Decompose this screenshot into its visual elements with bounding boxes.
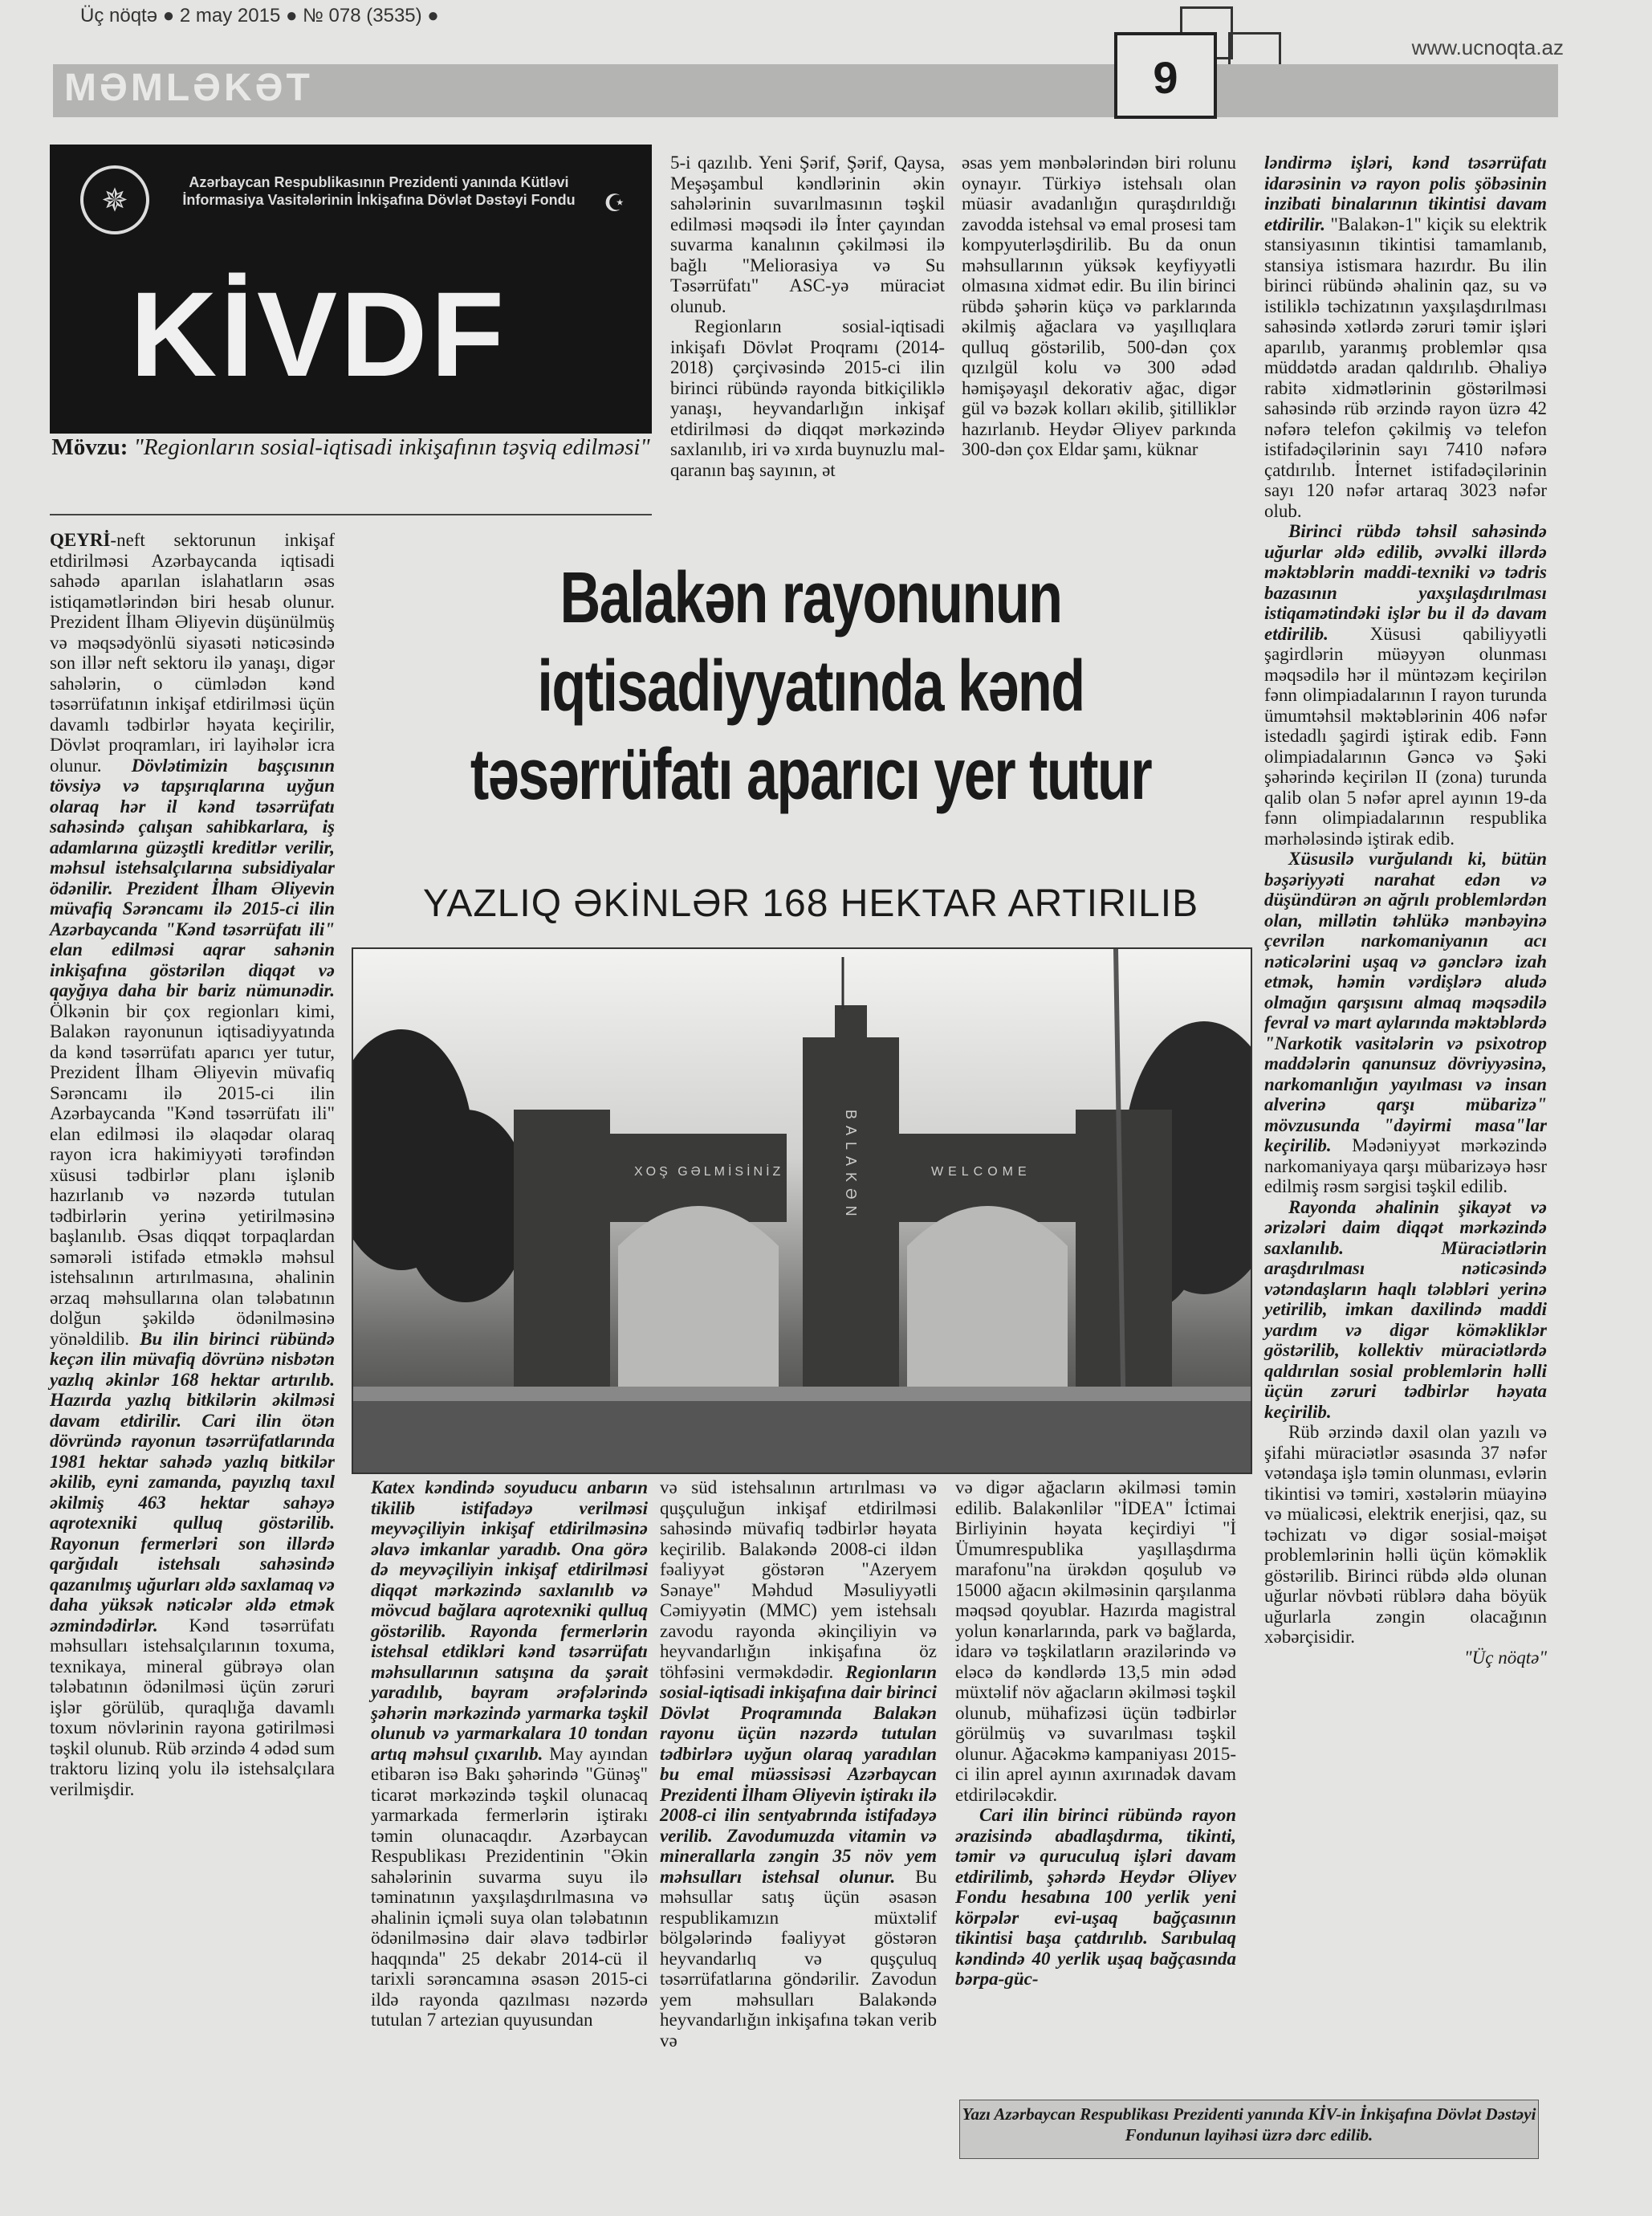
paragraph: və süd istehsalının artırılması və quşçuluğun inkişaf etdirilməsi sahəsində müvafiq tədbirlər həyata keçirilib. Balakəndə 2008-ci ildən fəaliyyət göstərən "Azeryem Sənaye" Məhdud Məsuliyyətli Cəmiyyətin (MMC) yem istehsalı zavodu rayonda əkinçiliyin və heyvandarlığın inkişafına öz töhfəsini verməkdədir. bbox=[660, 1477, 937, 1682]
column-1 bbox=[50, 530, 335, 1799]
paragraph: Ölkənin bir çox regionları kimi, Balakən rayonunun iqtisadiyyatında da kənd təsərrüfatı aparıcı yer tutur, Prezident İlham Əliyevin müvafiq Sərəncamı ilə 2015-ci ilin Azərbaycanda "Kənd təsərrüfatı ili" elan edilməsi ilə əlaqədar olaraq rayon icra hakimiyyəti tərəfindən xüsusi tədbirlər planı işlənib hazırlanıb və nəzərdə tutulan tədbirlərin yerinə yetirilməsinə başlanılıb. Əsas diqqət torpaqlardan səmərəli istifadə etməklə məhsul istehsalının artırılmasına, əhalinin ərzaq məhsullarına olan tələbatının dolğun şəkildə ödənilməsinə yönəldilib. bbox=[50, 1000, 335, 1349]
paragraph: Bu məhsullar satış üçün əsasən respublikamızın müxtəlif bölgələrində fəaliyyət göstərən heyvandarlıq və quşçuluq təsərrüfatlarına göndərilir. Zavodun yem məhsulları Balakəndə heyvandarlığın inkişafına təkan verib və bbox=[660, 1866, 937, 2051]
paragraph: Xüsusi qabiliyyətli şagirdlərin müəyyən olunması məqsədilə hər il müntəzəm keçirilən fənn olimpiadalarının I rayon turunda ümumtəhsil məktəblərinin 406 nəfər istedadlı şagirdi iştirak edib. Fənn olimpiadalarının Gəncə və Şəki şəhərində keçirilən II (zona) turunda qalib olan 5 nəfər aprel ayının 19-da fənn olimpiadalarının respublika mərhələsində iştirak edib. bbox=[1264, 623, 1547, 849]
paragraph: Katex kəndində soyuducu anbarın tikilib istifadəyə verilməsi meyvəçiliyin inkişaf etdirilməsinə əlavə imkanlar yaradıb. Ona görə də meyvəçiliyin inkişaf etdirilməsi diqqət mərkəzində saxlanılıb və mövcud bağlara aqrotexniki qulluq göstərilib. Rayonda fermerlərin istehsal etdikləri kənd təsərrüfatı məhsullarının satışına da şərait yaradılıb, bayram ərəfələrində şəhərin mərkəzində yarmarka təşkil olunub və yarmarkalara 10 tondan artıq məhsul çıxarılıb. bbox=[371, 1477, 648, 1764]
page-number: 9 bbox=[1153, 52, 1178, 103]
topic-label: Mövzu: bbox=[51, 434, 128, 460]
paragraph: Bu ilin birinci rübündə keçən ilin müvafiq dövrünə nisbətən yazlıq əkinlər 168 hektar artırılıb. Hazırda yazlıq bitkilərin əkilməsi davam etdirilir. Cari ilin ötən dövründə rayonun təsərrüfatlarında 1981 hektar sahədə yazlıq bitkilər əkilib, eyni zamanda, payızlıq taxıl əkilmiş 463 hektar sahəyə aqrotexniki qulluq göstərilib. Rayonun fermerləri son illərdə qarğıdalı istehsalı sahəsində qazanılmış uğurları əldə saxlamaq və daha yüksək nəticələr əldə etmək əzmindədirlər. bbox=[50, 1328, 336, 1636]
paragraph: -neft sektorunun inkişaf etdirilməsi Azərbaycanda iqtisadi sahədə aparılan islahatların əsas istiqamətlərindən biri hesab olunur. Prezident İlham Əliyevin düşünülmüş və məqsədyönlü siyasəti nəticəsində son illər neft sektoru ilə yanaşı, digər sahələrin, o cümlədən kənd təsərrüfatının inkişaf etdirilməsi üçün davamlı tədbirlər həyata keçirilir, Dövlət proqramları, iri layihələr icra olunur. bbox=[50, 530, 335, 776]
section-name: MƏMLƏKƏT bbox=[64, 67, 313, 109]
column-b1 bbox=[371, 1477, 648, 2031]
paragraph: Regionların sosial-iqtisadi inkişafı Dövlət Proqramı (2014-2018) çərçivəsində 2015-ci ilin birinci rübündə rayonda bitkiçiliklə yanaşı, heyvandarlığın inkişaf etdirilməsi də diqqət mərkəzində saxlanılıb, iri və xırda buynuzlu mal-qaranın baş sayının, ət bbox=[670, 316, 945, 480]
paragraph: Mədəniyyət mərkəzində narkomaniyaya qarşı mübarizəyə həsr edilmiş rəsm sərgisi təşkil edilib. bbox=[1264, 1135, 1547, 1196]
tower-sign: BALAKƏN bbox=[843, 1110, 859, 1223]
kivdf-banner bbox=[50, 145, 652, 434]
gate-sign-right: WELCOME bbox=[931, 1165, 1031, 1179]
masthead: Üç nöqtə ● 2 may 2015 ● № 078 (3535) ● bbox=[80, 5, 439, 26]
paragraph: 5-i qazılıb. Yeni Şərif, Şərif, Qaysa, Meşəşambul kəndlərinin əkin sahələrinin suvarılmasının təşkil edilməsi məqsədi ilə İnter çayından suvarma kanalının çəkilməsi ilə bağlı "Meliorasiya və Su Təsərrüfatı" ASC-yə müraciət olunub. bbox=[670, 153, 945, 316]
paragraph: Rayonda əhalinin şikayət və ərizələri daim diqqət mərkəzində saxlanılıb. Müraciətlərin araşdırılması nəticəsində vətəndaşların haqlı tələbləri yerinə yetirilib, imkan daxilində maddi yardım və digər köməkliklər göstərilib, kollektiv müraciətlərdə qaldırılan sosial problemlərin həlli üçün zəruri tədbirlər həyata keçirilib. bbox=[1264, 1196, 1547, 1422]
column-3 bbox=[962, 153, 1236, 460]
page-number-box bbox=[1114, 32, 1217, 119]
subheadline: YAZLIQ ƏKİNLƏR 168 HEKTAR ARTIRILIB bbox=[422, 882, 1199, 925]
paragraph: və digər ağacların əkilməsi təmin edilib. Balakənlilər "İDEA" İctimai Birliyinin həyata keçirdiyi "İ Ümumrespublika yaşıllaşdırma marafonu"na ürəkdən qoşulub və 15000 ağacın əkilməsinin qarşılanma məqsəd qoyublar. Hazırda magistral yolun kənarlarında, park və bağlarda, idarə və təşkilatların ərazilərində və eləcə də kəndlərdə 13,5 min ədəd müxtəlif növ ağacların əkilməsi təşkil olunub, mühafizəsi üçün tədbirlər görülmüş və suvarılması təşkil olunur. Ağacəkmə kampaniyası 2015-ci ilin aprel ayının axırınadək davam etdiriləcəkdir. bbox=[955, 1477, 1236, 1805]
state-emblem-icon: ✵ bbox=[80, 165, 149, 234]
paragraph: Regionların sosial-iqtisadi inkişafına dair birinci Dövlət Proqramında Balakən rayonu üçün nəzərdə tutulan tədbirlərə uyğun olaraq yaradılan bu emal müəssisəsi Azərbaycan Prezidenti İlham Əliyevin iştirakı ilə 2008-ci ilin sentyabrında istifadəyə verilib. Zavodumuzda vitamin və minerallarla zəngin 35 növ yem məhsulları istehsal olunur. bbox=[660, 1661, 937, 1887]
road bbox=[353, 1399, 1251, 1473]
column-b2 bbox=[660, 1477, 937, 2051]
paragraph: ləndirmə işləri, kənd təsərrüfatı idarəsinin və rayon polis şöbəsinin inzibati binalarının tikintisi davam etdirilir. bbox=[1264, 153, 1547, 234]
paragraph: Birinci rübdə təhsil sahəsində uğurlar əldə edilib, əvvəlki illərdə məktəblərin maddi-texniki və tədris bazasının yaxşılaşdırılması istiqamətindəki işlər bu il də davam etdirilib. bbox=[1264, 521, 1547, 644]
paragraph: Kənd təsərrüfatı məhsulları istehsalçılarının toxuma, texnikaya, mineral gübrəyə olan tələbatının ödənilməsi üçün zəruri işlər görülüb, quraqlığa davamlı toxum növlərinin rayona gətirilməsi təşkil olunub. Rüb ərzində 4 ədəd sum traktoru lizinq yolu ilə istehsalçılara verilmişdir. bbox=[50, 1615, 336, 1799]
column-b3 bbox=[955, 1477, 1236, 1990]
gate-sign-left: XOŞ GƏLMİSİNİZ bbox=[634, 1165, 784, 1179]
project-credit: Yazı Azərbaycan Respublikası Prezidenti yanında KİV-in İnkişafına Dövlət Dəstəyi Fondunun layihəsi üzrə dərc edilib. bbox=[959, 2100, 1539, 2159]
website-url[interactable]: www.ucnoqta.az bbox=[1411, 35, 1564, 59]
balaken-gate-photo bbox=[353, 949, 1251, 1473]
paragraph: Rüb ərzində daxil olan yazılı və şifahi müraciətlər əsasında 37 nəfər vətəndaşa işlə təmin olunması, evlərin tikintisi və təmiri, xəstələrin müayinə və müalicəsi, elektrik enerjisi, qaz, su təchizatı və digər sosial-məişət problemlərinin həlli üçün köməklik göstərilib. Birinci rübdə əldə olunan uğurlar növbəti rüblərə daha böyük uğurlarla zəngin olacağının xəbərçisidir. bbox=[1264, 1422, 1547, 1647]
paragraph: Xüsusilə vurğulandı ki, bütün bəşəriyyəti narahat edən və düşündürən ən ağrılı problemlərdən olan, millətin təhlükə mənbəyinə çevrilən narkomaniyanın acı nəticələrini uşaq və gənclərə izah etmək, həmin vərdişlərə aludə olmağın qarşısını almaq məqsədilə fevral və mart aylarında məktəblərdə "Narkotik vasitələrin və psixotrop maddələrin qanunsuz dövriyyəsinə, narkomanlığın yayılması və insan alverinə qarşı mübarizə" mövzusunda "dəyirmi masa"lar keçirilib. bbox=[1264, 849, 1547, 1155]
column-4 bbox=[1264, 153, 1547, 1668]
paragraph: "Balakən-1" kiçik su elektrik stansiyasının tikintisi tamamlanıb, stansiya istismara hazırdır. Bu ilin birinci rübündə əhalinin qaz, su və istiliklə təchizatının yaxşılaşdırılması sahəsində xətlərdə zəruri təmir işləri aparılıb, yaranmış problemlər qısa müddətdə aradan qaldırılıb. Əhaliyə rabitə xidmətlərinin göstərilməsi sahəsində rüb ərzində rayon üzrə 42 nəfərə telefon çəkilmiş və telefon istifadəçilərinin sayı 7410 nəfərə çatdırılıb. İnternet istifadəçilərinin sayı 120 nəfər artaraq 3023 nəfər olub. bbox=[1264, 214, 1548, 521]
crescent-star-icon: ☪ bbox=[604, 190, 625, 217]
signature: "Üç nöqtə" bbox=[1464, 1647, 1547, 1668]
trees-left bbox=[353, 1029, 530, 1302]
kivdf-logo: KİVDF bbox=[130, 267, 507, 401]
curb bbox=[353, 1387, 1251, 1401]
paragraph: Cari ilin birinci rübündə rayon ərazisində abadlaşdırma, tikinti, təmir və quruculuq işləri davam etdirilimb, şəhərdə Heydər Əliyev Fondu hesabına 100 yerlik yeni körpələr evi-uşaq bağçasının tikintisi başa çatdırılıb. Sarıbulaq kəndində 40 yerlik uşaq bağçasında bərpa-güc- bbox=[955, 1805, 1236, 1989]
column-2 bbox=[670, 153, 945, 480]
fund-name: Azərbaycan Respublikasının Prezidenti yanında Kütləvi İnformasiya Vasitələrinin İnkişafına Dövlət Dəstəyi Fondu bbox=[182, 174, 576, 208]
paragraph: Dövlətimizin başçısının tövsiyə və tapşırıqlarına uyğun olaraq hər il kənd təsərrüfatı sahəsində çalışan sahibkarlara, iş adamlarına güzəştli kreditlər verilir, məhsul istehsalçılarına subsidiyalar ödənilir. Prezident İlham Əliyevin müvafiq Sərəncamı ilə 2015-ci ilin Azərbaycanda "Kənd təsərrüfatı ili" elan edilməsi aqrar sahənin inkişafına göstərilən diqqət və qayğıya daha bir bariz nümunədir. bbox=[50, 755, 335, 1000]
paragraph: May ayından etibarən isə Bakı şəhərində "Günəş" ticarət mərkəzində təşkil olunacaq yarmarkada fermerlərin iştirakı təmin olunacaqdır. Azərbaycan Respublikası Prezidentinin "Əkin sahələrinin suvarma suyu ilə təminatının yaxşılaşdırılmasına və əhalinin içməli suya olan tələbatının ödənilməsinə dair əlavə tədbirlər haqqında" 25 dekabr 2014-cü il tarixli sərəncamına əsasən 2015-ci ildə rayonda qazılması nəzərdə tutulan 7 artezian quyusundan bbox=[371, 1743, 648, 2030]
paragraph: əsas yem mənbələrindən biri rolunu oynayır. Türkiyə istehsalı olan müasir avadanlığın quraşdırıldığı zavodda istehsal və emal prosesi tam kompyuterləşdirilib. Bu da onun məhsullarının yüksək keyfiyyətli olmasına xidmət edir. Bu ilin birinci rübdə şəhərin küçə və parklarında əkilmiş ağaclara və yaşıllıqlara qulluq göstərilib, 500-dən çox qızılgül kolu və 300 ədəd həmişəyaşıl dekorativ ağac, digər gül və bəzək kolları əkilib, şitilliklər hazırlanıb. Heydər Əliyev parkında 300-dən çox Eldar şamı, küknar bbox=[962, 153, 1236, 459]
topic-box bbox=[50, 434, 652, 515]
topic-text: "Regionların sosial-iqtisadi inkişafının təşviq edilməsi" bbox=[133, 434, 650, 460]
article-photo bbox=[352, 947, 1252, 1474]
lead-word: QEYRİ bbox=[50, 530, 111, 550]
headline: Balakən rayonunun iqtisadiyyatında kənd təsərrüfatı aparıcı yer tutur bbox=[470, 558, 1152, 815]
